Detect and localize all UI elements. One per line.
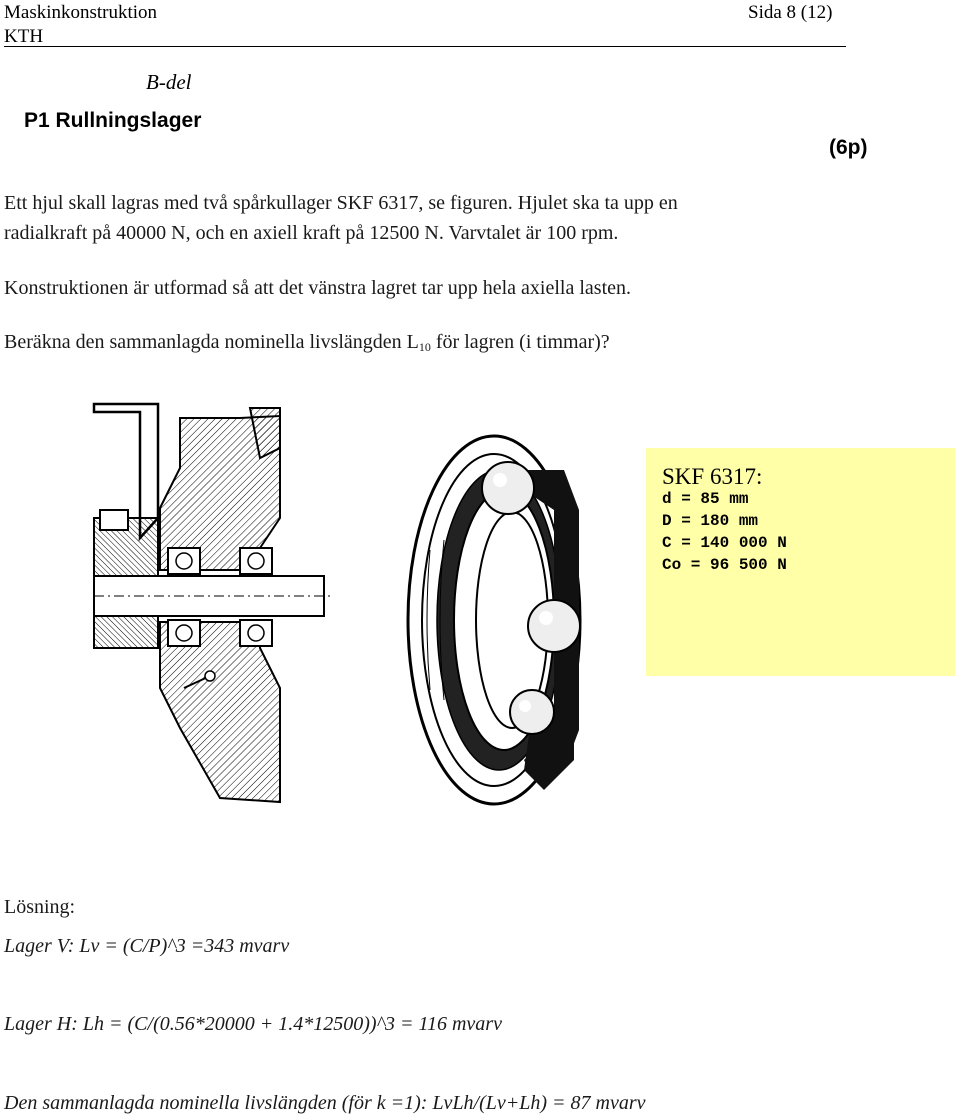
- spec-title: SKF 6317:: [662, 464, 763, 489]
- problem-text-2: radialkraft på 40000 N, och en axiell kraft på 12500 N. Varvtalet är 100 rpm.: [4, 222, 619, 244]
- bearing-spec-box: [646, 448, 955, 676]
- spec-d: d = 85 mm: [662, 490, 749, 508]
- points-badge: (6p): [829, 136, 868, 159]
- institution: KTH: [4, 26, 44, 47]
- page-number: Sida 8 (12): [748, 2, 833, 23]
- solution-line-3: Den sammanlagda nominella livslängden (för k =1): LvLh/(Lv+Lh) = 87 mvarv: [4, 1092, 646, 1114]
- solution-line-1: Lager V: Lv = (C/P)^3 =343 mvarv: [4, 935, 290, 957]
- spec-Co: Co = 96 500 N: [662, 556, 787, 574]
- problem-text-1: Ett hjul skall lagras med två spårkullager SKF 6317, se figuren. Hjulet ska ta upp en: [4, 192, 678, 214]
- spec-D: D = 180 mm: [662, 512, 759, 530]
- solution-line-2: Lager H: Lh = (C/(0.56*20000 + 1.4*12500))^3 = 116 mvarv: [4, 1013, 502, 1035]
- ball-bearing-illustration: [404, 430, 604, 810]
- solution-label: Lösning:: [4, 896, 76, 918]
- wheel-assembly-drawing: [80, 398, 340, 808]
- spec-C: C = 140 000 N: [662, 534, 787, 552]
- problem-question: Beräkna den sammanlagda nominella livslängden $L_{10}$ för lagren (i timmar)?: [4, 331, 610, 354]
- course-title: Maskinkonstruktion: [4, 2, 158, 23]
- problem-title: P1 Rullningslager: [24, 109, 202, 132]
- header-rule: [4, 46, 846, 47]
- section-label: B-del: [146, 70, 192, 94]
- problem-text-3: Konstruktionen är utformad så att det vänstra lagret tar upp hela axiella lasten.: [4, 277, 632, 299]
- subscript-10: 10: [418, 340, 431, 354]
